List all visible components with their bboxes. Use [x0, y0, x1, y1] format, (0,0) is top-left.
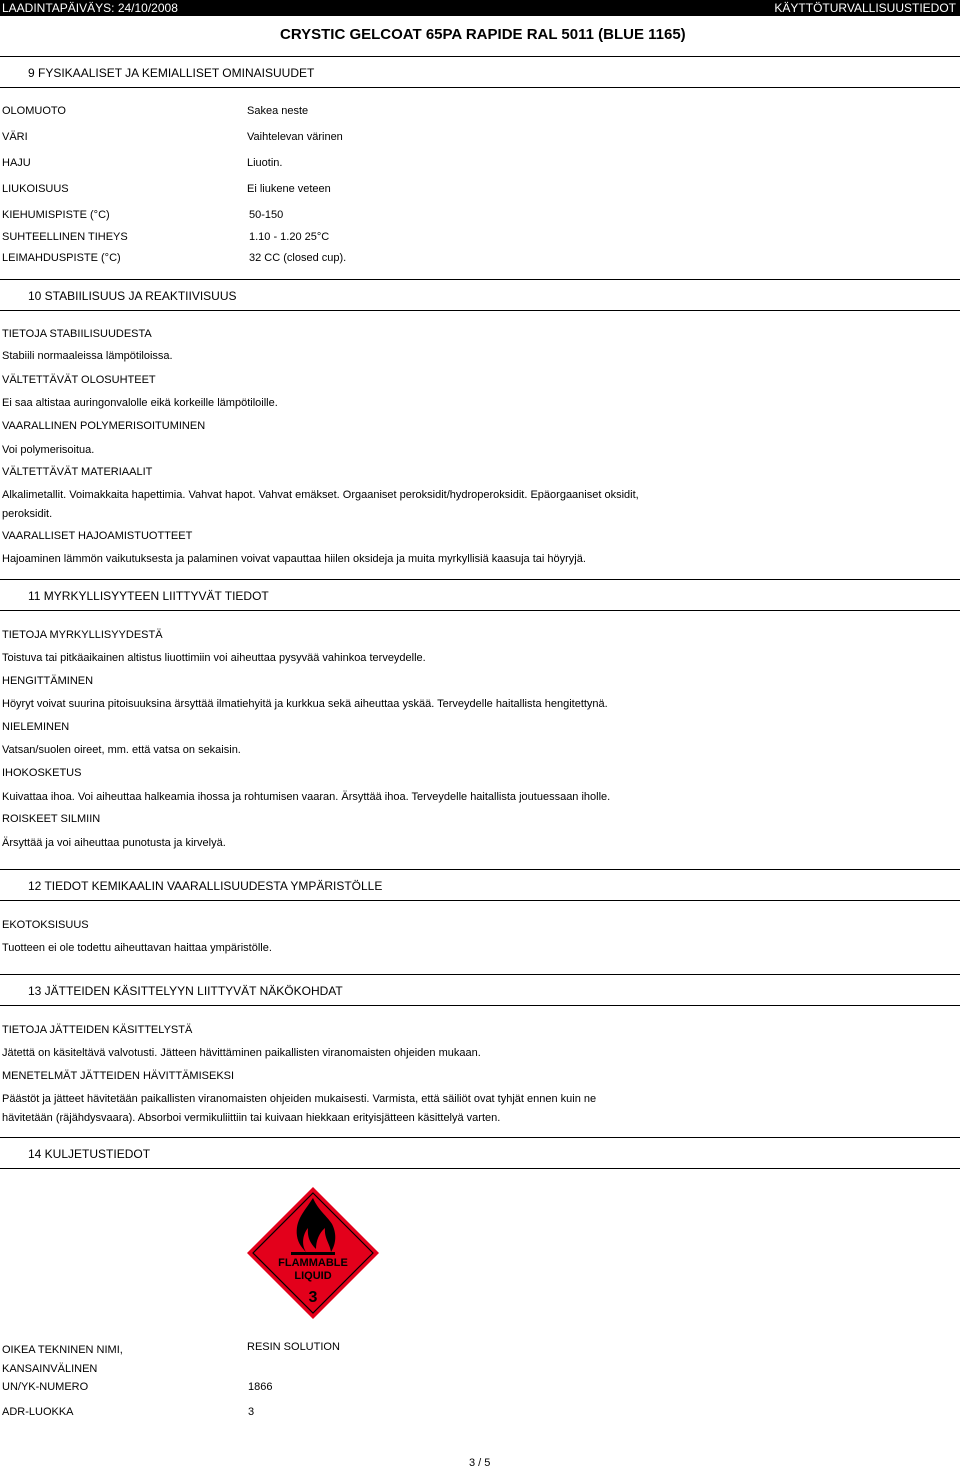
transport-label: ADR-LUOKKA — [2, 1406, 74, 1418]
subheading: TIETOJA MYRKYLLISYYDESTÄ — [2, 629, 163, 641]
subheading: VÄLTETTÄVÄT OLOSUHTEET — [2, 374, 156, 386]
property-value: 1.10 - 1.20 25°C — [249, 231, 330, 243]
property-label: KIEHUMISPISTE (°C) — [2, 209, 110, 221]
section-title: 14 KULJETUSTIEDOT — [28, 1147, 151, 1161]
property-label: OLOMUOTO — [2, 105, 66, 117]
property-value: Sakea neste — [247, 105, 309, 117]
section-title: 12 TIEDOT KEMIKAALIN VAARALLISUUDESTA YMPÄRISTÖLLE — [28, 879, 383, 893]
paragraph: Jätettä on käsiteltävä valvotusti. Jätteen hävittäminen paikallisten viranomaisten ohjeiden mukaan. — [2, 1047, 481, 1059]
subheading: NIELEMINEN — [2, 721, 70, 733]
paragraph: Ei saa altistaa auringonvalolle eikä korkeille lämpötiloille. — [2, 397, 278, 409]
paragraph: Voi polymerisoitua. — [2, 444, 95, 456]
paragraph: Ärsyttää ja voi aiheuttaa punotusta ja kirvelyä. — [2, 837, 226, 849]
subheading: VAARALLISET HAJOAMISTUOTTEET — [2, 530, 193, 542]
subheading: ROISKEET SILMIIN — [2, 813, 101, 825]
pictogram-text-2: LIQUID — [294, 1270, 332, 1282]
paragraph: Kuivattaa ihoa. Voi aiheuttaa halkeamia ihossa ja rohtumisen vaaran. Ärsyttää ihoa. Terveydelle haitallista joutuessaan iholle. — [2, 791, 611, 803]
pictogram-class-number: 3 — [308, 1289, 318, 1306]
section-10-header — [0, 279, 960, 311]
paragraph: Alkalimetallit. Voimakkaita hapettimia. Vahvat hapot. Vahvat emäkset. Orgaaniset peroksidit/hydroperoksidit. Epäorgaaniset oksidit, peroksidit. — [2, 489, 639, 520]
subheading: VAARALLINEN POLYMERISOITUMINEN — [2, 420, 206, 432]
property-label: SUHTEELLINEN TIHEYS — [2, 231, 128, 243]
top-bar — [0, 0, 960, 16]
flame-base — [291, 1252, 335, 1255]
section-11-header — [0, 579, 960, 611]
paragraph: Höyryt voivat suurina pitoisuuksina ärsyttää ilmatiehyitä ja kurkkua sekä aiheuttaa yskää. Terveydelle haitallista hengitettynä. — [2, 698, 608, 710]
property-value: Ei liukene veteen — [247, 183, 331, 195]
flammable-liquid-pictogram-icon — [246, 1186, 380, 1320]
issue-date: LAADINTAPÄIVÄYS: 24/10/2008 — [2, 1, 178, 15]
section-title: 10 STABIILISUUS JA REAKTIIVISUUS — [28, 289, 237, 303]
subheading: IHOKOSKETUS — [2, 767, 82, 779]
paragraph: Stabiili normaaleissa lämpötiloissa. — [2, 350, 173, 362]
section-title: 11 MYRKYLLISYYTEEN LIITTYVÄT TIEDOT — [28, 589, 269, 603]
subheading: HENGITTÄMINEN — [2, 675, 94, 687]
paragraph: Toistuva tai pitkäaikainen altistus liuottimiin voi aiheuttaa pysyvää vahinkoa terveydelle. — [2, 652, 426, 664]
property-value: Vaihtelevan värinen — [247, 131, 343, 143]
property-value: 32 CC (closed cup). — [249, 252, 347, 264]
subheading: TIETOJA STABIILISUUDESTA — [2, 328, 152, 340]
paragraph: Vatsan/suolen oireet, mm. että vatsa on sekaisin. — [2, 744, 241, 756]
subheading: EKOTOKSISUUS — [2, 919, 89, 931]
product-name: CRYSTIC GELCOAT 65PA RAPIDE RAL 5011 (BLUE 1165) — [280, 26, 686, 43]
transport-value: 3 — [248, 1406, 255, 1418]
section-12-header — [0, 869, 960, 901]
property-value: 50-150 — [249, 209, 284, 221]
property-label: LIUKOISUUS — [2, 183, 69, 195]
property-label: VÄRI — [2, 131, 28, 143]
transport-label: OIKEA TEKNINEN NIMI, KANSAINVÄLINEN — [2, 1344, 123, 1375]
property-label: LEIMAHDUSPISTE (°C) — [2, 252, 121, 264]
subheading: MENETELMÄT JÄTTEIDEN HÄVITTÄMISEKSI — [2, 1070, 235, 1082]
section-title: 9 FYSIKAALISET JA KEMIALLISET OMINAISUUDET — [28, 66, 315, 80]
section-9-header — [0, 56, 960, 88]
page-number: 3 / 5 — [469, 1457, 491, 1469]
paragraph: Päästöt ja jätteet hävitetään paikallisten viranomaisten ohjeiden mukaisesti. Varmista, että säiliöt ovat tyhjät ennen kuin ne hävitetään (räjähdysvaara). Absorboi vermikuliittiin tai kuivaan hiekkaan erityisjätteen käsittelyä varten. — [2, 1093, 597, 1124]
transport-value: RESIN SOLUTION — [247, 1341, 340, 1353]
section-14-header — [0, 1137, 960, 1169]
transport-label: UN/YK-NUMERO — [2, 1381, 89, 1393]
document-type: KÄYTTÖTURVALLISUUSTIEDOT — [774, 1, 956, 15]
property-label: HAJU — [2, 157, 31, 169]
subheading: VÄLTETTÄVÄT MATERIAALIT — [2, 466, 153, 478]
transport-value: 1866 — [248, 1381, 273, 1393]
section-13-header — [0, 974, 960, 1006]
pictogram-text-1: FLAMMABLE — [278, 1257, 348, 1269]
subheading: TIETOJA JÄTTEIDEN KÄSITTELYSTÄ — [2, 1024, 193, 1036]
property-value: Liuotin. — [247, 157, 283, 169]
paragraph: Tuotteen ei ole todettu aiheuttavan haittaa ympäristölle. — [2, 942, 272, 954]
paragraph: Hajoaminen lämmön vaikutuksesta ja palaminen voivat vapauttaa hiilen oksideja ja muita myrkyllisiä kaasuja tai höyryjä. — [2, 553, 586, 565]
section-title: 13 JÄTTEIDEN KÄSITTELYYN LIITTYVÄT NÄKÖKOHDAT — [28, 984, 343, 998]
